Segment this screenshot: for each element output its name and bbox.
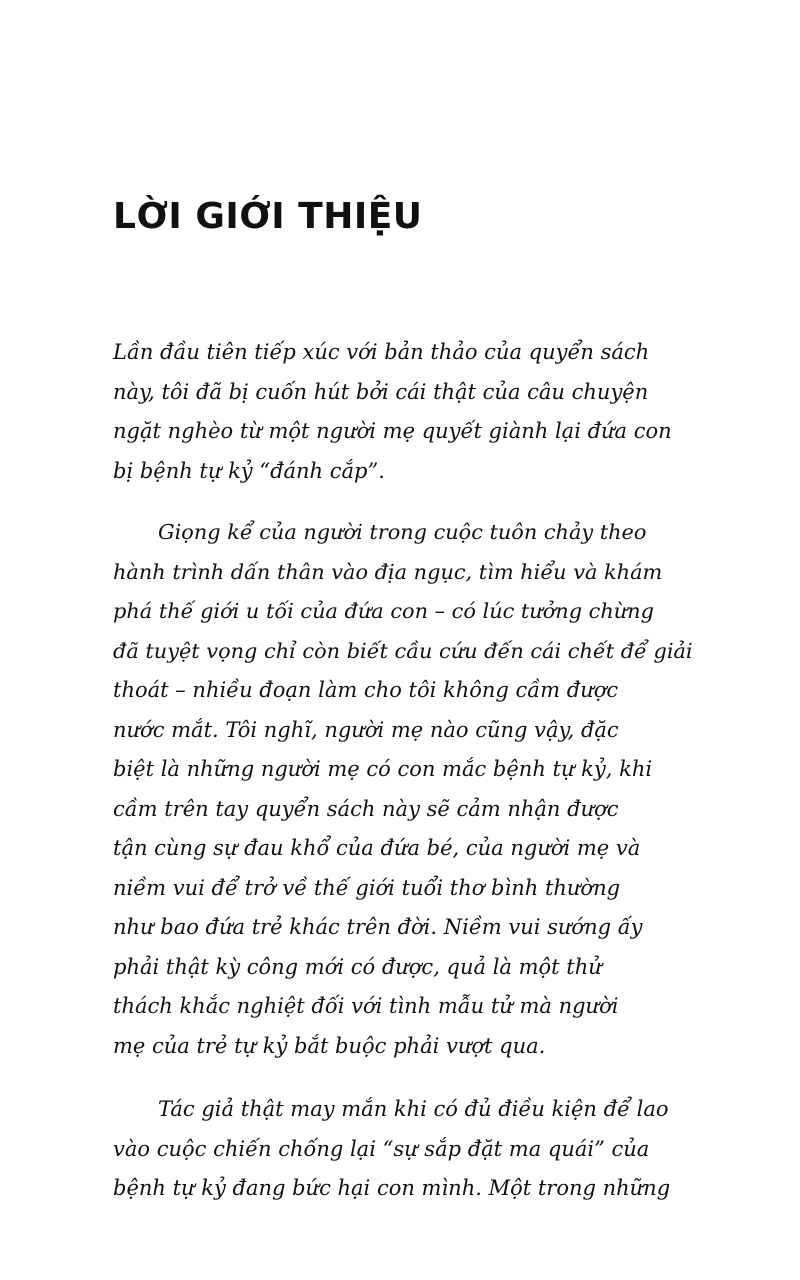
paragraph-1 bbox=[113, 333, 672, 491]
text-line: Tác giả thật may mắn khi có đủ điều kiện để lao bbox=[158, 1097, 669, 1121]
paragraph-3 bbox=[113, 1090, 670, 1209]
text-line: hành trình dấn thân vào địa ngục, tìm hiểu và khám bbox=[113, 559, 663, 584]
text-line: tận cùng sự đau khổ của đứa bé, của người mẹ và bbox=[113, 836, 641, 860]
text-line: bệnh tự kỷ đang bức hại con mình. Một trong những bbox=[113, 1176, 671, 1200]
text-line: thách khắc nghiệt đối với tình mẫu tử mà người bbox=[113, 994, 619, 1018]
text-line: như bao đứa trẻ khác trên đời. Niềm vui sướng ấy bbox=[113, 915, 643, 939]
text-line: phải thật kỳ công mới có được, quả là một thử bbox=[113, 954, 602, 979]
text-line: niềm vui để trở về thế giới tuổi thơ bình thường bbox=[113, 875, 621, 900]
text-line: biệt là những người mẹ có con mắc bệnh tự kỷ, khi bbox=[113, 757, 653, 781]
text-line: thoát – nhiều đoạn làm cho tôi không cầm được bbox=[113, 678, 619, 702]
paragraph-2 bbox=[113, 513, 693, 1066]
text-line: ngặt nghèo từ một người mẹ quyết giành lại đứa con bbox=[113, 419, 672, 443]
text-line: này, tôi đã bị cuốn hút bởi cái thật của câu chuyện bbox=[113, 379, 649, 404]
text-line: vào cuộc chiến chống lại “sự sắp đặt ma quái” của bbox=[113, 1136, 650, 1161]
text-line: đã tuyệt vọng chỉ còn biết cầu cứu đến cái chết để giải bbox=[113, 638, 693, 663]
text-line: Giọng kể của người trong cuộc tuôn chảy theo bbox=[158, 520, 647, 544]
text-line: Lần đầu tiên tiếp xúc với bản thảo của quyển sách bbox=[113, 340, 650, 364]
text-line: cầm trên tay quyển sách này sẽ cảm nhận được bbox=[113, 796, 619, 821]
text-line: bị bệnh tự kỷ “đánh cắp”. bbox=[113, 458, 385, 483]
text-line: nước mắt. Tôi nghĩ, người mẹ nào cũng vậy, đặc bbox=[113, 717, 619, 742]
text-line: mẹ của trẻ tự kỷ bắt buộc phải vượt qua. bbox=[113, 1033, 546, 1058]
text-line: phá thế giới u tối của đứa con – có lúc tưởng chừng bbox=[113, 599, 654, 623]
page-title: LỜI GIỚI THIỆU bbox=[113, 196, 423, 237]
